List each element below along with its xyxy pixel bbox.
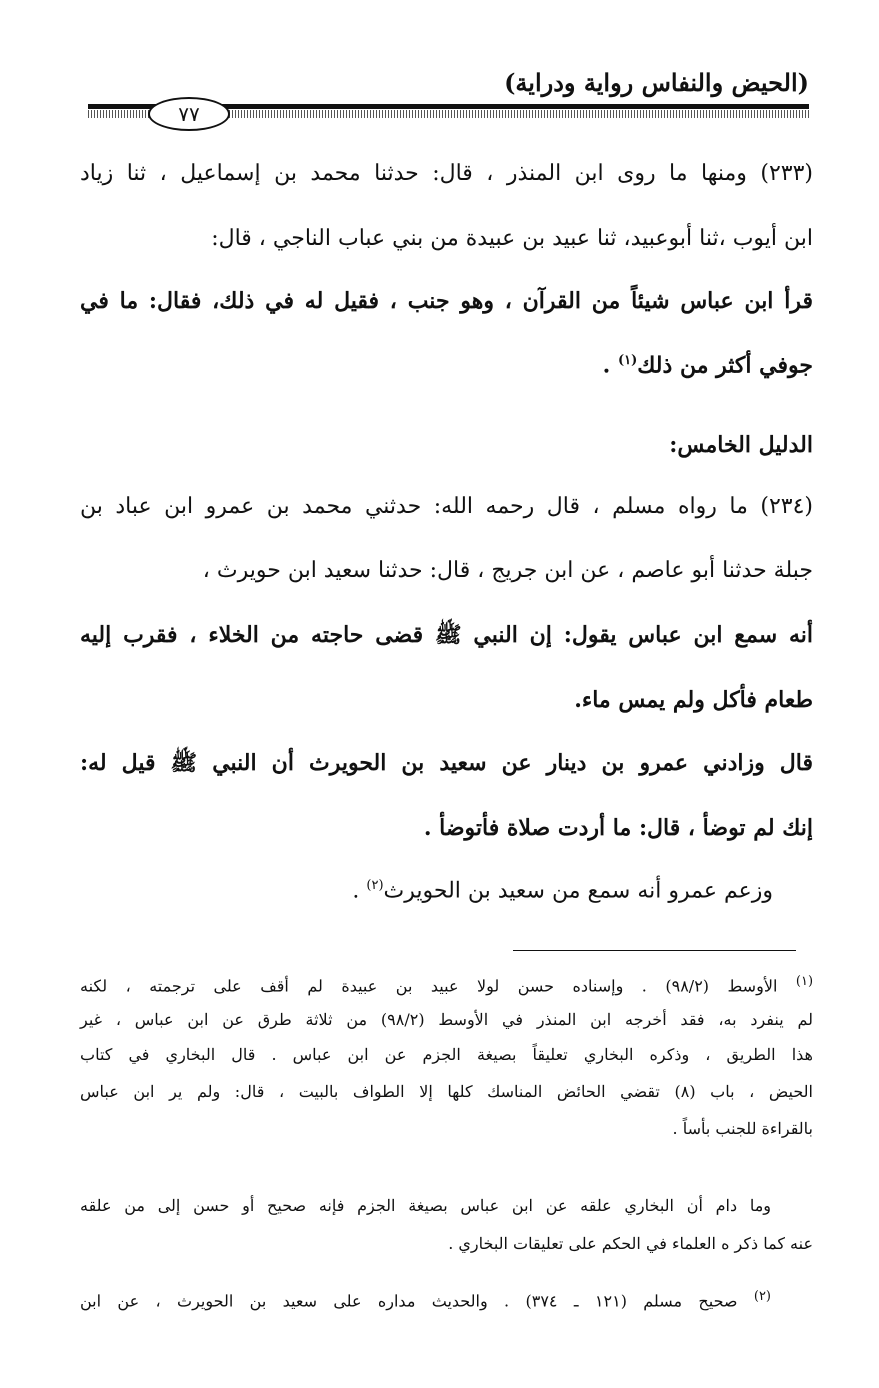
footnote-line-4: الحيض ، باب (٨) تقضي الحائض المناسك كلها إلا الطواف بالبيت ، قال: ولم ير ابن عباس [80,1082,813,1101]
footnote-ref-2: (٢) [366,878,384,893]
footnote-ref-1: (١) [617,353,638,368]
section-heading: الدليل الخامس: [669,432,813,458]
tail-punct-2: . [352,878,360,904]
page-number: ٧٧ [178,102,200,126]
page-number-oval [148,97,230,131]
hadith-line-1: أنه سمع ابن عباس يقول: إن النبي ﷺ قضى حاجته من الخلاء ، فقرب إليه [80,622,813,648]
running-title: (الحيض والنفاس رواية ودراية) [504,68,809,97]
hadith-line-4: إنك لم توضأ ، قال: ما أردت صلاة فأتوضأ . [423,815,813,841]
footnote-line-5: بالقراءة للجنب بأساً . [672,1119,813,1138]
footnote-line-7: عنه كما ذكر ه العلماء في الحكم على تعليقات البخاري . [448,1234,813,1253]
footnote-line-8 [80,1290,771,1309]
quote-line-1: قرأ ابن عباس شيئاً من القرآن ، وهو جنب ، فقيل له في ذلك، فقال: ما في [80,288,813,314]
hadith-line-2: طعام فأكل ولم يمس ماء. [574,687,813,713]
footnote-line-6: وما دام أن البخاري علقه عن ابن عباس بصيغة الجزم فإنه صحيح أو حسن إلى من علقه [80,1196,771,1215]
footnote-mark-2: (٢) [753,1289,771,1304]
body-line-2: ابن أيوب ،ثنا أبوعبيد، ثنا عبيد بن عبيدة من بني عباب الناجي ، قال: [211,226,813,251]
footnote-line-1 [80,975,813,994]
hadith-line-3: قال وزادني عمرو بن دينار عن سعيد بن الحويرث أن النبي ﷺ قيل له: [80,750,813,776]
body-line-1: (٢٣٣) ومنها ما روى ابن المنذر ، قال: حدثنا محمد بن إسماعيل ، ثنا زياد [80,161,813,186]
tail-punct-1: . [602,352,611,379]
quote-line-2 [80,352,813,379]
body-line-3: (٢٣٤) ما رواه مسلم ، قال رحمه الله: حدثني محمد بن عمرو ابن عباد بن [80,494,813,519]
footnote-mark-1: (١) [795,974,814,989]
footnote-separator [513,950,796,951]
body-line-5-text: وزعم عمرو أنه سمع من سعيد بن الحويرث [383,878,773,904]
quote-line-2-text: جوفي أكثر من ذلك [637,352,813,379]
body-line-5 [80,879,773,902]
footnote-line-2: لم ينفرد به، فقد أخرجه ابن المنذر في الأوسط (٩٨/٢) من ثلاثة طرق عن ابن عباس ، غير [80,1010,814,1029]
body-line-4: جبلة حدثنا أبو عاصم ، عن ابن جريج ، قال: حدثنا سعيد ابن حويرث ، [202,558,813,583]
footnote-line-1-text: الأوسط (٩٨/٢) . وإسناده حسن لولا عبيد بن عبيدة لم أقف على ترجمته ، لكنه [80,976,778,996]
footnote-line-3: هذا الطريق ، وذكره البخاري تعليقاً بصيغة الجزم عن ابن عباس . قال البخاري في كتاب [80,1045,813,1064]
footnote-line-8-text: صحيح مسلم (١٢١ ـ ٣٧٤) . والحديث مداره على سعيد بن الحويرث ، عن ابن [80,1291,738,1311]
